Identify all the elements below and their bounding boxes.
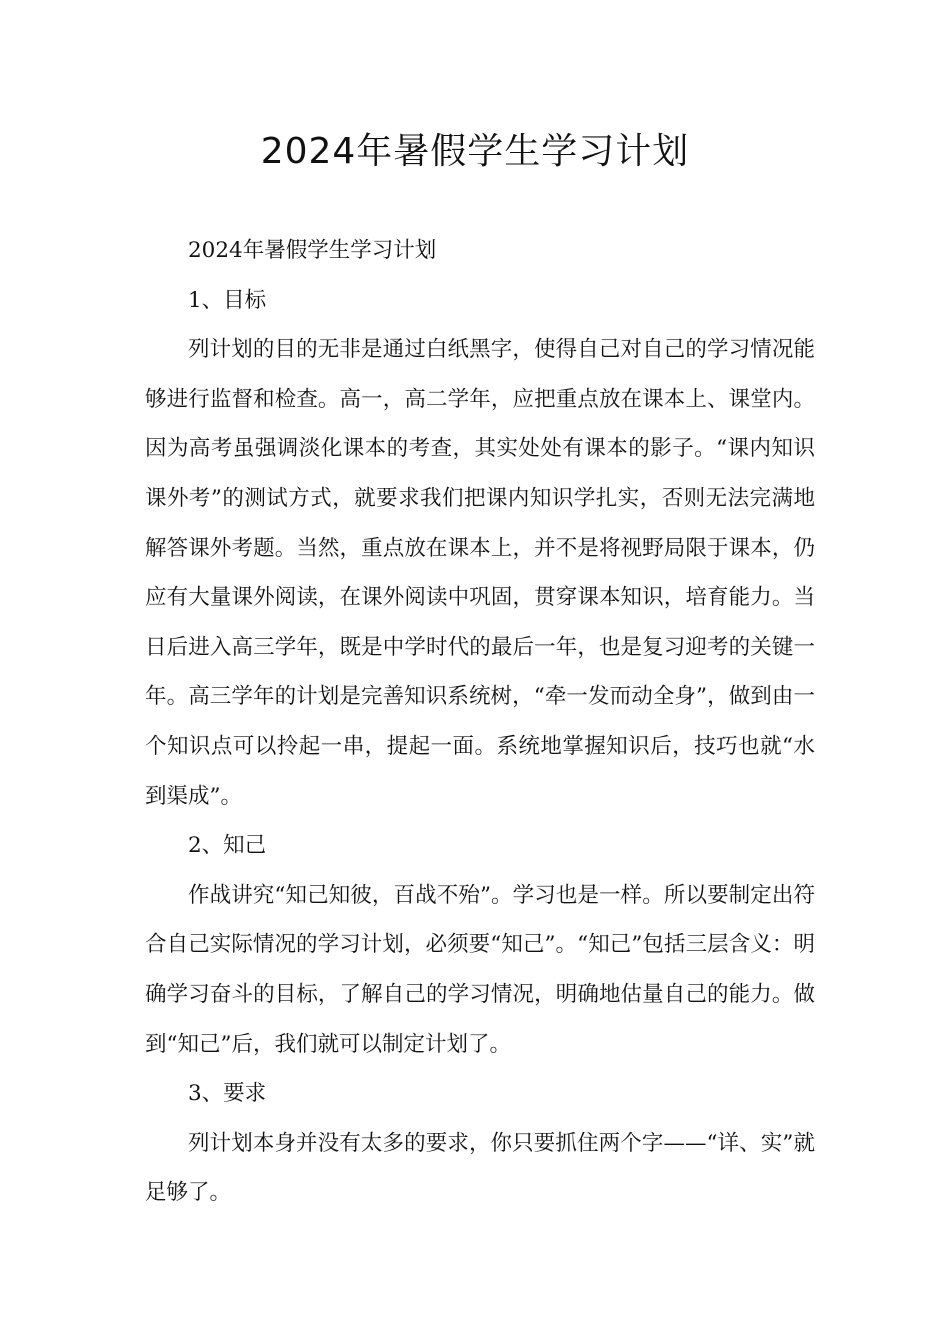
section-heading-requirements: 3、要求 (188, 1081, 267, 1107)
paragraph-know-yourself: 作战讲究“知己知彼，百战不殆”。学习也是一样。所以要制定出符合自己实际情况的学习计划，必须要“知己”。“知己”包括三层含义：明确学习奋斗的目标，了解自己的学习情况，明确地估量自己的能力。做到“知己”后，我们就可以制定计划了。 (145, 882, 815, 1057)
document-body (145, 226, 815, 1218)
section-heading-goal: 1、目标 (188, 287, 267, 313)
section-heading-know-yourself: 2、知己 (188, 833, 267, 859)
paragraph-goal: 列计划的目的无非是通过白纸黑字，使得自己对自己的学习情况能够进行监督和检查。高一，高二学年，应把重点放在课本上、课堂内。因为高考虽强调淡化课本的考查，其实处处有课本的影子。“课内知识课外考”的测试方式，就要求我们把课内知识学扎实，否则无法完满地解答课外考题。当然，重点放在课本上，并不是将视野局限于课本，仍应有大量课外阅读，在课外阅读中巩固，贯穿课本知识，培育能力。当日后进入高三学年，既是中学时代的最后一年，也是复习迎考的关键一年。高三学年的计划是完善知识系统树，“牵一发而动全身”，做到由一个知识点可以拎起一串，提起一面。系统地掌握知识后，技巧也就“水到渠成”。 (145, 337, 815, 809)
subtitle-paragraph: 2024年暑假学生学习计划 (188, 238, 437, 263)
document-title: 2024年暑假学生学习计划 (260, 131, 690, 172)
paragraph-requirements: 列计划本身并没有太多的要求，你只要抓住两个字——“详、实”就足够了。 (145, 1130, 815, 1206)
